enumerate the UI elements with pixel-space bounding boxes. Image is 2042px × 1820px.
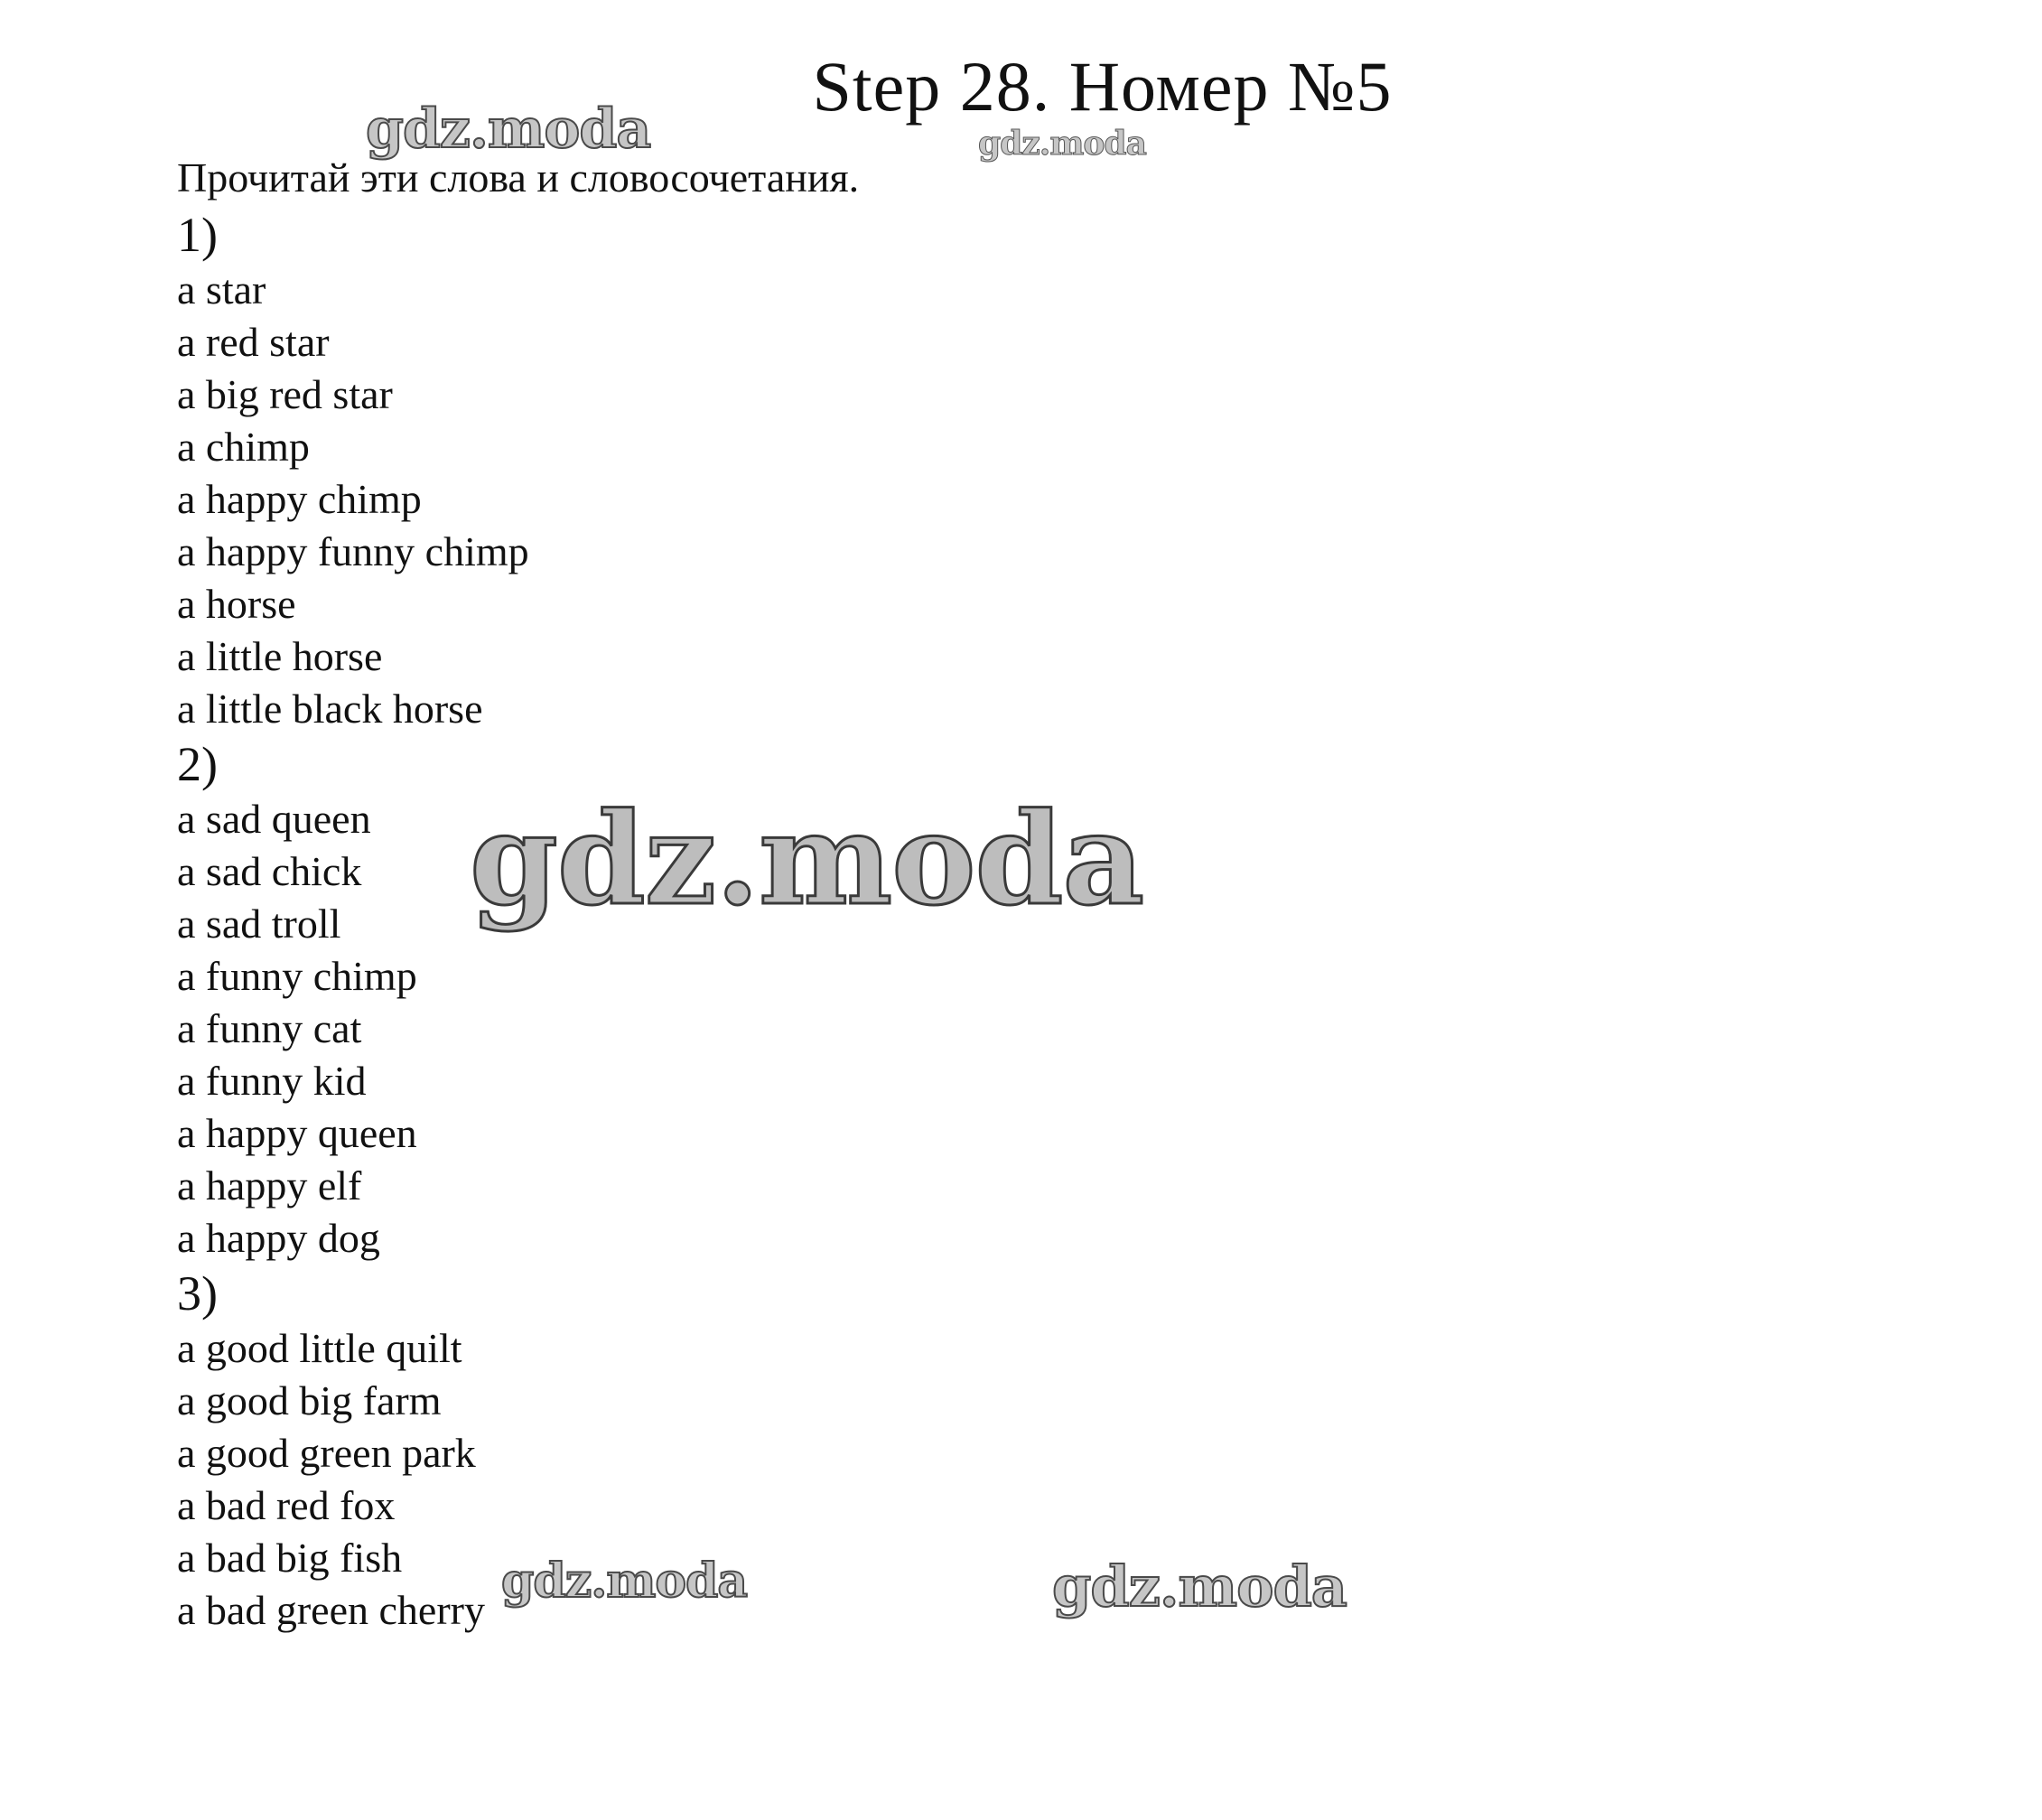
phrase-line: a bad big fish	[177, 1535, 403, 1581]
phrase-line: a little horse	[177, 633, 383, 679]
watermark: gdz.moda	[501, 1554, 748, 1609]
phrase-line: a red star	[177, 319, 330, 365]
phrase-line: a happy dog	[177, 1215, 380, 1261]
phrase-line: a funny kid	[177, 1058, 367, 1104]
phrase-line: a sad troll	[177, 901, 341, 947]
section-number: 3)	[177, 1266, 218, 1321]
section-1	[177, 206, 529, 735]
phrase-line: a sad chick	[177, 848, 362, 894]
phrase-line: a happy chimp	[177, 476, 422, 522]
section-number: 1)	[177, 208, 218, 262]
phrase-line: a little black horse	[177, 686, 483, 732]
watermark: gdz.moda	[470, 786, 1144, 934]
instruction-text: Прочитай эти слова и словосочетания.	[177, 154, 860, 201]
phrase-line: a bad green cherry	[177, 1587, 485, 1633]
phrase-line: a chimp	[177, 424, 310, 470]
phrase-line: a good big farm	[177, 1377, 442, 1423]
phrase-line: a happy elf	[177, 1162, 362, 1209]
phrase-line: a bad red fox	[177, 1482, 396, 1528]
phrase-line: a big red star	[177, 371, 393, 417]
phrase-line: a good little quilt	[177, 1325, 462, 1371]
page-title: Step 28. Номер №5	[812, 47, 1393, 126]
phrase-line: a star	[177, 266, 266, 313]
watermark: gdz.moda	[978, 125, 1146, 163]
watermark: gdz.moda	[366, 98, 651, 161]
phrase-line: a happy funny chimp	[177, 528, 529, 574]
section-3	[177, 1265, 529, 1637]
phrase-line: a good green park	[177, 1430, 476, 1476]
phrase-line: a sad queen	[177, 796, 371, 842]
phrase-line: a funny cat	[177, 1005, 362, 1051]
phrase-line: a happy queen	[177, 1110, 417, 1156]
phrase-line: a funny chimp	[177, 953, 417, 999]
watermark: gdz.moda	[1052, 1554, 1347, 1619]
phrase-line: a horse	[177, 581, 296, 627]
section-number: 2)	[177, 737, 218, 791]
